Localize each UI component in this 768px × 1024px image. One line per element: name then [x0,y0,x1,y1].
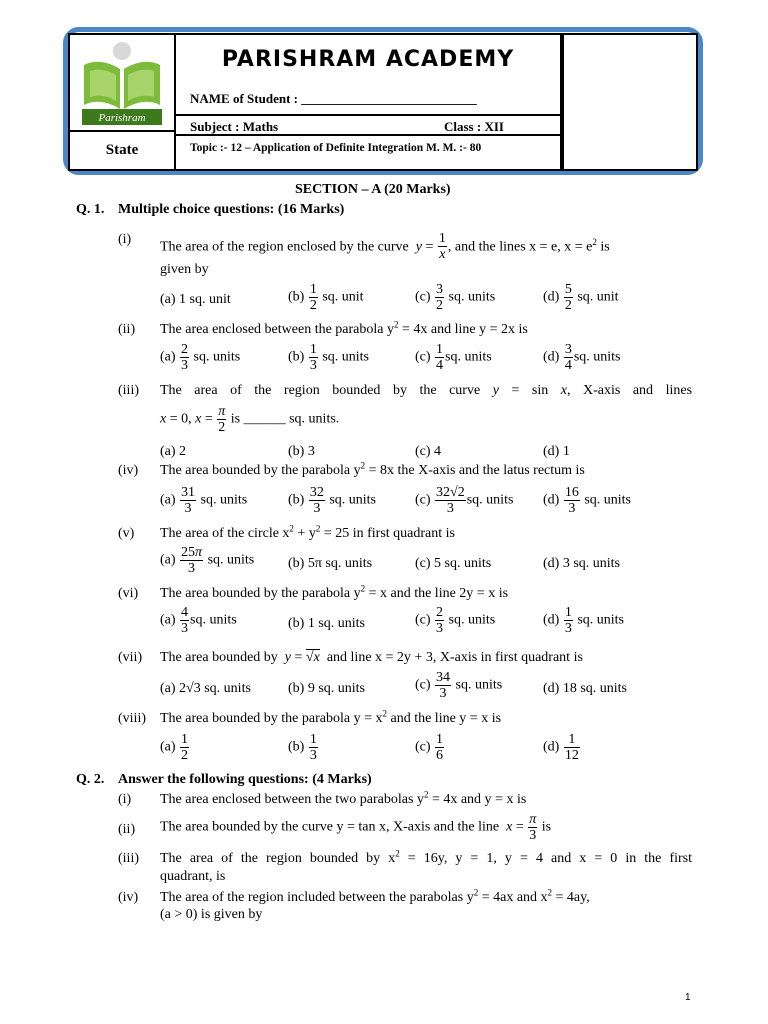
svg-text:Parishram: Parishram [98,112,146,124]
q1-vi-option-c: (c) $\frac{2}{3}$ sq. units [415,605,496,636]
q2-iii-number: (iii) [118,851,139,866]
q1-viii-option-d: (d) $\frac{1}{12}$ [543,732,579,763]
q1-iv-option-d: (d) $\frac{16}{3}$ sq. units [543,485,632,516]
q1-vii-option-b: (b) 9 sq. units [288,681,365,696]
q2-i-number: (i) [118,792,132,807]
q1-ii-option-c: (c) $\frac{1}{4}$ sq. units [415,342,492,373]
q1-vi-option-b: (b) 1 sq. units [288,616,365,631]
q1-vii-option-c: (c) $\frac{34}{3}$ sq. units [415,670,503,701]
title-cell [174,33,562,116]
q1-iv-option-a: (a) $\frac{31}{3}$ sq. units [160,485,248,516]
q1-i-option-a: (a) 1 sq. unit [160,292,231,307]
q1-ii-option-a: (a) $\frac{2}{3}$ sq. units [160,342,241,373]
subject-cell [174,114,562,136]
q1-ii-number: (ii) [118,322,136,337]
q1-vi-text: The area bounded by the parabola $y^2 = x$ and the line 2y = x is [160,583,509,601]
q1-vi-option-a: (a) $\frac{4}{3}$ sq. units [160,605,237,636]
subject-label: Subject : Maths [190,119,279,134]
q2-number: Q. 2. [76,772,105,787]
q1-i-number: (i) [118,232,132,247]
q1-i-text: The area of the region enclosed by the curve y = $\frac{1}{x}$ , and the lines x = e, $x = e^2$ is [160,231,610,262]
q1-vi-option-d: (d) $\frac{1}{3}$ sq. units [543,605,625,636]
q1-iii-number: (iii) [118,383,139,398]
q1-viii-option-a: (a) $\frac{1}{2}$ [160,732,189,763]
q1-viii-option-b: (b) $\frac{1}{3}$ [288,732,317,763]
q2-ii-number: (ii) [118,822,136,837]
q1-iii-option-d: (d) 1 [543,444,570,459]
q2-i-text: The area enclosed between the two parabolas $y^2 = 4x$ and y = x is [160,789,527,807]
q2-iii-text: The area of the region bounded by $x^2 = 16y$, y = 1, y = 4 and x = 0 in the first [160,848,692,866]
q1-iii-line1: The area of the region bounded by the curve y = sin x, X-axis and lines [160,383,693,398]
academy-logo [70,35,174,130]
class-label: Class : XII [444,119,504,134]
student-name-field: NAME of Student : ___________________________ [190,91,477,106]
q1-iii-option-a: (a) 2 [160,444,187,459]
topic-label: Topic :- 12 – Application of Definite Integration M. M. :- 80 [190,142,482,154]
q1-v-text: The area of the circle $x^2 + y^2 = 25$ in first quadrant is [160,523,455,541]
q1-viii-number: (viii) [118,711,146,726]
q1-iv-option-b: (b) $\frac{32}{3}$ sq. units [288,485,377,516]
q1-iv-option-c: (c) $\frac{32√2}{3}$ sq. units [415,485,514,516]
q1-i-option-d: (d) $\frac{5}{2}$ sq. unit [543,282,619,313]
q1-iv-text: The area bounded by the parabola $y^2 = 8x$ the X-axis and the latus rectum is [160,460,585,478]
q2-ii-text: The area bounded by the curve y = tan x, X-axis and the line x = $\frac{\pi}{3}$ is [160,812,552,843]
q1-vii-option-d: (d) 18 sq. units [543,681,627,696]
q1-vii-number: (vii) [118,650,143,665]
q2-title: Answer the following questions: (4 Marks) [118,772,372,787]
q1-iii-option-c: (c) 4 [415,444,442,459]
q1-viii-option-c: (c) $\frac{1}{6}$ [415,732,444,763]
q2-iv-number: (iv) [118,890,139,905]
q1-vii-text: The area bounded by y = √x and line x = 2y + 3, X-axis in first quadrant is [160,650,583,665]
q1-v-option-c: (c) 5 sq. units [415,556,492,571]
academy-name: PARISHRAM ACADEMY [221,47,515,72]
q1-i-option-b: (b) $\frac{1}{2}$ sq. unit [288,282,364,313]
q1-i-line2: given by [160,262,209,277]
q1-v-number: (v) [118,526,135,541]
q2-iv-line2: (a > 0) is given by [160,907,263,922]
q1-v-option-d: (d) 3 sq. units [543,556,620,571]
q1-iii-line2: x = 0, x = $\frac{\pi}{2}$ is ______ sq. units. [160,404,340,435]
q1-vi-number: (vi) [118,586,139,601]
q1-ii-option-d: (d) $\frac{3}{4}$ sq. units [543,342,621,373]
q1-iv-number: (iv) [118,463,139,478]
page-number: 1 [685,992,691,1003]
q2-iv-text: The area of the region included between the parabolas $y^2 = 4ax$ and $x^2 = 4ay$, [160,887,590,905]
blank-cell [562,33,698,171]
q1-iii-option-b: (b) 3 [288,444,315,459]
q2-iii-line2: quadrant, is [160,869,226,884]
section-title: SECTION – A (20 Marks) [295,182,451,197]
q1-ii-option-b: (b) $\frac{1}{3}$ sq. units [288,342,370,373]
q1-ii-text: The area enclosed between the parabola $y^2 = 4x$ and line y = 2x is [160,319,528,337]
q1-title: Multiple choice questions: (16 Marks) [118,202,345,217]
state-cell [68,130,176,171]
q1-i-option-c: (c) $\frac{3}{2}$ sq. units [415,282,496,313]
q1-number: Q. 1. [76,202,105,217]
q1-v-option-a: (a) $\frac{25\pi}{3}$ sq. units [160,545,255,576]
state-label: State [105,142,139,158]
q1-vii-option-a: (a) 2√3 sq. units [160,681,251,696]
q1-viii-text: The area bounded by the parabola $y = x^2$ and the line y = x is [160,708,502,726]
topic-cell [174,134,562,171]
logo-cell [68,33,176,132]
q1-v-option-b: (b) 5π sq. units [288,556,373,571]
